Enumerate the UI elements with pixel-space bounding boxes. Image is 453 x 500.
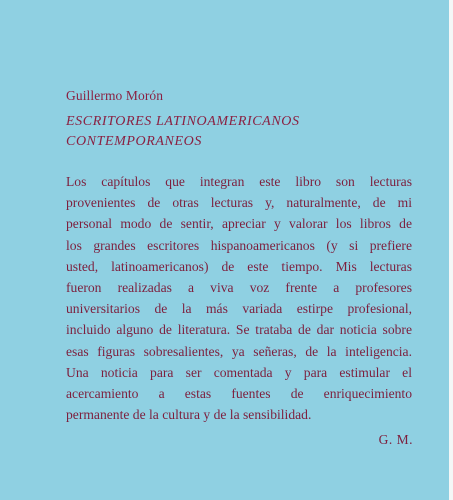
blurb-line: Los capítulos que integran este libro son lecturas	[66, 174, 412, 189]
blurb-line: provenientes de otras lecturas y, naturalmente, de mi	[66, 195, 412, 211]
blurb-line: fueron realizadas a viva voz frente a profesores	[66, 280, 412, 296]
blurb-line: universitarios de la más variada estirpe profesional,	[66, 301, 412, 317]
blurb-line: Una noticia para ser comentada y para estimular el	[66, 364, 412, 380]
book-title-line-2: CONTEMPORANEOS	[66, 134, 202, 149]
blurb-line: personal modo de sentir, apreciar y valorar los libros de	[66, 216, 412, 232]
blurb-line: acercamiento a estas fuentes de enriquecimiento	[66, 386, 412, 402]
blurb-line: esas figuras sobresalientes, ya señeras, de la inteligencia.	[66, 343, 412, 359]
page-edge	[449, 0, 453, 500]
blurb-line: permanente de la cultura y de la sensibilidad.	[66, 407, 312, 423]
book-title	[66, 112, 300, 152]
blurb-line: los grandes escritores hispanoamericanos (y si prefiere	[66, 237, 412, 253]
author-name: Guillermo Morón	[66, 88, 164, 103]
book-title-line-1: ESCRITORES LATINOAMERICANOS	[66, 114, 300, 129]
blurb-paragraph	[66, 171, 412, 425]
signature-initials: G. M.	[378, 432, 413, 447]
blurb-line: usted, latinoamericanos) de este tiempo. Mis lecturas	[66, 258, 412, 274]
blurb-line: incluido alguno de literatura. Se trataba de dar noticia sobre	[66, 322, 412, 338]
